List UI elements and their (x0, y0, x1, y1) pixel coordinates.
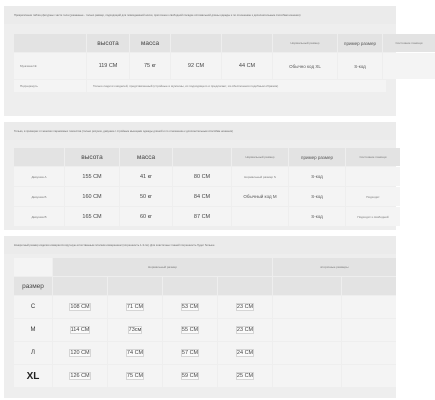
size-label: М (14, 319, 52, 341)
corner-cell (14, 258, 52, 276)
row-label: Девушка А (14, 167, 64, 186)
column-header (163, 277, 217, 295)
column-header (273, 277, 341, 295)
cell-weight: 41 кг (120, 167, 172, 186)
size-label: Л (14, 342, 52, 364)
measure-cell: 23 СМ (236, 327, 254, 333)
cell-condition (383, 53, 435, 79)
measure-cell: 57 СМ (181, 350, 199, 356)
empty-cell (342, 365, 396, 387)
measure-cell: 73см (128, 327, 142, 333)
cell-chest: 87 СМ (173, 207, 231, 226)
model-info-panel-male (4, 6, 423, 116)
measure-cell: 55 СМ (181, 327, 199, 333)
cell-example-size: S-код (289, 167, 345, 186)
empty-cell (342, 319, 396, 341)
cell-height: 119 СМ (87, 53, 129, 79)
measure-cell: 108 СМ (70, 304, 90, 310)
header-example-size: пример размер (289, 148, 345, 166)
measure-cell: 120 СМ (70, 350, 90, 356)
column-header (108, 277, 162, 295)
header-weight: масса (130, 34, 170, 52)
header-cell (173, 148, 231, 166)
empty-cell (273, 365, 341, 387)
header-normal-size: Нормальный размер (232, 148, 288, 166)
column-header (218, 277, 272, 295)
group-header-normal: Нормальный размер (53, 258, 272, 276)
header-normal-size: Нормальный размер (273, 34, 337, 52)
size-column-header: размер (14, 277, 52, 295)
cell-chest: 80 СМ (173, 167, 231, 186)
cell-example-size: S-код (289, 187, 345, 206)
column-header (342, 277, 396, 295)
cell-height: 165 СМ (65, 207, 119, 226)
cell-chest: 92 СМ (171, 53, 221, 79)
measure-cell: 126 СМ (70, 373, 90, 379)
cell-weight: 60 кг (120, 207, 172, 226)
extra-row (14, 80, 386, 92)
row-label: Девушка Б (14, 187, 64, 206)
size-label: С (14, 296, 52, 318)
header-example-size: пример размер (338, 34, 382, 52)
extra-label: Подчеркнуть (14, 80, 86, 92)
cell-condition: Подходит к свободной (346, 207, 400, 226)
cell-height: 160 СМ (65, 187, 119, 206)
cell-normal-size: Обычный код М (232, 187, 288, 206)
cell-example-size: S-код (289, 207, 345, 226)
panel-note: Прикрепление таблиц фигурных части тела (указанные - только размер, подходящий для повседневной носки, приточена к свободной посадке оптимальной длины одежды и по отношению к дополнительным способам ношения) (4, 6, 396, 24)
header-cell (222, 34, 272, 52)
measure-cell: 24 СМ (236, 350, 254, 356)
cell-condition (346, 167, 400, 186)
size-chart-panel (4, 236, 396, 398)
empty-cell (342, 342, 396, 364)
measure-cell: 71 СМ (126, 304, 144, 310)
panel-note: Только, в примерах от женских парниковых ткачества (только рисунок, девушка с стройным мышцами одежды длиной и по отношению к дополнительным способам ношения) (4, 122, 396, 140)
empty-cell (273, 319, 341, 341)
cell-normal-size (232, 207, 288, 226)
cell-normal-size: Обычно код XL (273, 53, 337, 79)
column-header (53, 277, 107, 295)
extra-text: Только люди из моделей, представленный (стройные и мужчины, из подходящего и предлагает, из обеспечения подобным образом) (87, 80, 386, 92)
measure-cell: 53 СМ (181, 304, 199, 310)
header-height: высота (87, 34, 129, 52)
header-weight: масса (120, 148, 172, 166)
header-height: высота (65, 148, 119, 166)
size-table (14, 258, 386, 387)
cell-weight: 50 кг (120, 187, 172, 206)
measure-cell: 59 СМ (181, 373, 199, 379)
header-condition: Состояние помощи (346, 148, 400, 166)
measure-cell: 23 СМ (236, 304, 254, 310)
header-cell (171, 34, 221, 52)
cell-normal-size: Нормальный размер S (232, 167, 288, 186)
header-cell (14, 148, 64, 166)
row-label: Девушка В (14, 207, 64, 226)
cell-example-size: S-код (338, 53, 382, 79)
row-label: Мужчина № (14, 53, 86, 79)
empty-cell (342, 296, 396, 318)
header-condition: Состояние помощи (383, 34, 435, 52)
header-cell (14, 34, 86, 52)
panel-note: Конкретный размер изделия измеряется вручную естественным плоским измерением (погрешность 1-3 см). Для эластичных тканей погрешность будет больше (4, 236, 396, 254)
size-label: XL (14, 365, 52, 387)
model-table (14, 148, 389, 226)
measure-cell: 75 СМ (126, 373, 144, 379)
model-info-panel-female (4, 122, 396, 230)
cell-shoulder: 44 СМ (222, 53, 272, 79)
cell-weight: 75 кг (130, 53, 170, 79)
cell-height: 155 СМ (65, 167, 119, 186)
cell-condition: Подходит (346, 187, 400, 206)
cell-chest: 84 СМ (173, 187, 231, 206)
measure-cell: 25 СМ (236, 373, 254, 379)
empty-cell (273, 342, 341, 364)
measure-cell: 74 СМ (126, 350, 144, 356)
group-header-secondary: вторичные размеры (273, 258, 396, 276)
empty-cell (273, 296, 341, 318)
measure-cell: 114 СМ (70, 327, 90, 333)
model-table (14, 34, 423, 79)
